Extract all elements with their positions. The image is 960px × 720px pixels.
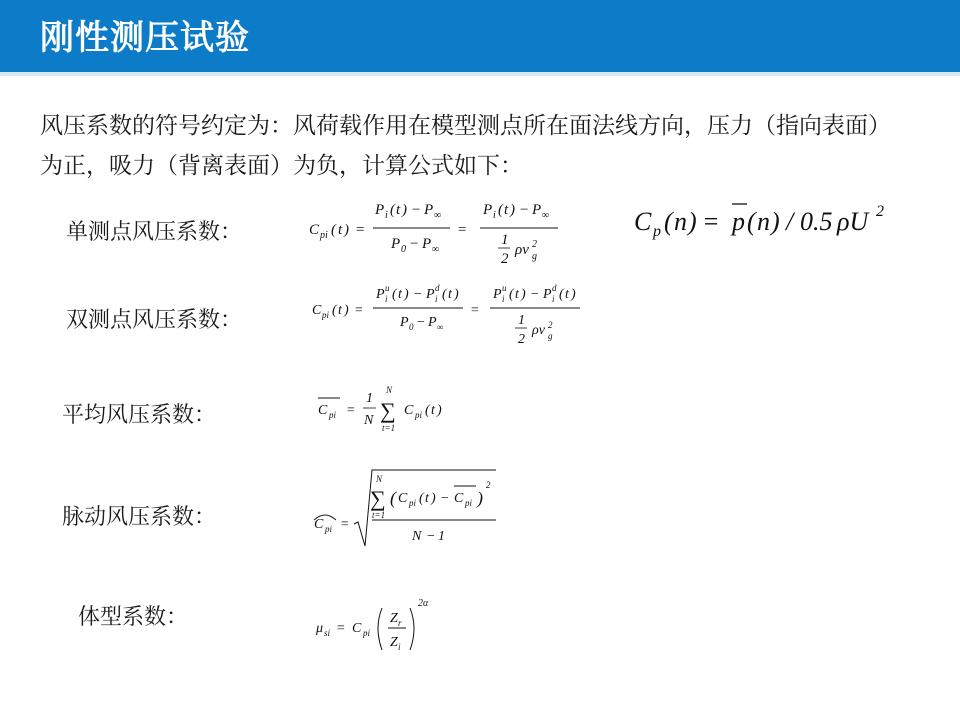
svg-text:=: =	[355, 222, 366, 238]
svg-text:pi: pi	[329, 410, 337, 420]
svg-text:=: =	[340, 517, 350, 532]
svg-text:1: 1	[438, 529, 445, 544]
svg-text:u: u	[385, 283, 390, 293]
slide-title: 刚性测压试验	[40, 18, 250, 58]
label-fluctuating: 脉动风压系数：	[62, 505, 217, 530]
svg-text:=: =	[336, 621, 346, 636]
svg-text:d: d	[552, 283, 557, 293]
svg-text:=: =	[346, 403, 356, 418]
formula-side-pressure-coefficient	[630, 190, 900, 250]
svg-text:N: N	[364, 413, 374, 428]
svg-text:(: (	[559, 287, 564, 302]
svg-text:pi: pi	[465, 498, 473, 508]
svg-text:t: t	[431, 403, 435, 418]
svg-text:=: =	[457, 222, 468, 238]
title-accent-line	[0, 72, 960, 76]
svg-text:pi: pi	[415, 410, 423, 420]
svg-text:t: t	[398, 287, 402, 302]
svg-text:−: −	[426, 529, 436, 544]
svg-text:t=1: t=1	[372, 510, 386, 520]
svg-text:): )	[437, 403, 442, 418]
svg-text:(: (	[392, 287, 397, 302]
svg-text:P: P	[426, 287, 435, 302]
svg-text:C: C	[634, 207, 652, 236]
svg-text:): )	[454, 287, 459, 302]
svg-text:(: (	[425, 403, 430, 418]
svg-text:P: P	[376, 287, 385, 302]
svg-text:g: g	[532, 251, 537, 262]
svg-text:2α: 2α	[418, 598, 429, 609]
svg-text:u: u	[502, 283, 507, 293]
svg-text:t: t	[338, 303, 342, 318]
svg-text:Z: Z	[390, 635, 398, 650]
svg-text:C: C	[352, 621, 362, 636]
svg-text:−: −	[530, 287, 540, 302]
svg-text:pi: pi	[363, 628, 371, 638]
svg-text:): )	[571, 287, 576, 302]
svg-text:C: C	[309, 222, 320, 238]
svg-text:0.5: 0.5	[800, 207, 833, 236]
svg-text:(: (	[390, 488, 396, 508]
svg-text:P: P	[391, 236, 401, 252]
svg-text:−: −	[440, 491, 450, 506]
svg-text:2: 2	[486, 480, 491, 490]
svg-text:i: i	[385, 210, 388, 221]
svg-text:P: P	[422, 236, 432, 252]
svg-text:C: C	[312, 303, 322, 318]
svg-text:C: C	[398, 491, 408, 506]
svg-text:1: 1	[501, 232, 509, 248]
svg-text:(: (	[390, 202, 395, 218]
svg-text:P: P	[493, 287, 502, 302]
svg-text:t: t	[504, 202, 509, 218]
intro-paragraph: 风压系数的符号约定为：风荷载作用在模型测点所在面法线方向，压力（指向表面）为正，吸力（背离表面）为负，计算公式如下：	[40, 113, 891, 179]
svg-text:): )	[688, 207, 697, 236]
svg-text:): )	[510, 202, 515, 218]
svg-text:P: P	[543, 287, 552, 302]
svg-text:t: t	[338, 222, 343, 238]
svg-text:): )	[521, 287, 526, 302]
svg-text:(: (	[664, 207, 673, 236]
svg-text:∑: ∑	[380, 398, 396, 423]
svg-text:(: (	[747, 207, 756, 236]
svg-text:N: N	[376, 474, 383, 484]
svg-text:ρv: ρv	[515, 242, 529, 258]
svg-text:pi: pi	[409, 498, 417, 508]
svg-text:i: i	[493, 210, 496, 221]
svg-text:C: C	[404, 403, 414, 418]
svg-text:−: −	[413, 287, 423, 302]
svg-text:ρv: ρv	[532, 323, 545, 338]
svg-text:C: C	[318, 403, 328, 418]
svg-text:si: si	[324, 628, 331, 638]
svg-text:(: (	[332, 303, 337, 318]
svg-text:): )	[402, 202, 407, 218]
svg-text:1: 1	[518, 313, 525, 328]
svg-text:i: i	[502, 294, 505, 304]
svg-text:Z: Z	[390, 611, 398, 626]
formula-shape	[312, 592, 442, 660]
formula-mean	[314, 384, 474, 438]
svg-text:(: (	[419, 491, 424, 506]
svg-text:): )	[771, 207, 780, 236]
svg-text:t: t	[425, 491, 429, 506]
svg-text:/: /	[786, 207, 794, 236]
svg-text:t: t	[565, 287, 569, 302]
formula-double-point	[308, 278, 618, 356]
svg-text:2: 2	[532, 239, 537, 250]
svg-text:): )	[477, 488, 483, 508]
svg-text:μ: μ	[316, 621, 324, 636]
svg-text:): )	[431, 491, 436, 506]
svg-text:): )	[344, 303, 349, 318]
label-mean: 平均风压系数：	[62, 403, 217, 428]
svg-text:(: (	[331, 222, 336, 238]
svg-text:−: −	[409, 236, 420, 252]
svg-text:t=1: t=1	[382, 423, 396, 433]
svg-text:P: P	[532, 202, 542, 218]
svg-text:P: P	[375, 202, 385, 218]
svg-text:ρU: ρU	[837, 207, 869, 236]
svg-text:i: i	[385, 294, 388, 304]
svg-text:N: N	[412, 529, 422, 544]
formula-single-point	[305, 190, 595, 270]
svg-text:P: P	[424, 202, 434, 218]
svg-text:i: i	[435, 294, 438, 304]
svg-text:g: g	[548, 331, 553, 341]
svg-text:P: P	[483, 202, 493, 218]
svg-text:2: 2	[501, 251, 509, 267]
svg-text:=: =	[354, 303, 364, 318]
svg-text:pi: pi	[325, 524, 333, 534]
svg-text:∞: ∞	[434, 210, 442, 221]
svg-text:−: −	[519, 202, 530, 218]
svg-text:): )	[344, 222, 349, 238]
svg-text:): )	[404, 287, 409, 302]
svg-text:N: N	[386, 385, 393, 395]
svg-text:∑: ∑	[370, 486, 386, 511]
svg-text:∞: ∞	[432, 244, 440, 255]
label-double-point: 双测点风压系数：	[66, 308, 243, 333]
svg-text:p: p	[653, 223, 661, 240]
svg-text:(: (	[442, 287, 447, 302]
svg-text:∞: ∞	[437, 322, 444, 332]
svg-text:t: t	[396, 202, 401, 218]
svg-text:n: n	[757, 207, 770, 236]
svg-text:−: −	[416, 315, 426, 330]
label-single-point: 单测点风压系数：	[66, 220, 243, 245]
label-shape: 体型系数：	[78, 605, 189, 630]
svg-text:(: (	[509, 287, 514, 302]
svg-text:t: t	[448, 287, 452, 302]
svg-text:=: =	[470, 303, 480, 318]
svg-text:p: p	[732, 207, 745, 236]
svg-text:t: t	[515, 287, 519, 302]
svg-text:n: n	[674, 207, 687, 236]
svg-text:2: 2	[518, 332, 525, 347]
svg-text:r: r	[398, 618, 402, 628]
svg-text:2: 2	[548, 320, 553, 330]
svg-text:pi: pi	[320, 230, 328, 241]
svg-text:∞: ∞	[542, 210, 550, 221]
svg-text:d: d	[435, 283, 440, 293]
svg-text:0: 0	[401, 244, 406, 255]
svg-text:0: 0	[409, 322, 414, 332]
svg-text:i: i	[552, 294, 555, 304]
svg-text:P: P	[400, 315, 409, 330]
svg-text:(: (	[498, 202, 503, 218]
svg-text:P: P	[428, 315, 437, 330]
svg-text:pi: pi	[322, 310, 330, 320]
svg-text:−: −	[411, 202, 422, 218]
svg-text:=: =	[702, 207, 720, 236]
svg-text:1: 1	[366, 391, 373, 406]
svg-text:i: i	[398, 642, 401, 652]
svg-text:C: C	[314, 517, 324, 532]
formula-fluctuating	[310, 462, 505, 554]
svg-text:C: C	[454, 491, 464, 506]
svg-text:2: 2	[876, 203, 884, 220]
